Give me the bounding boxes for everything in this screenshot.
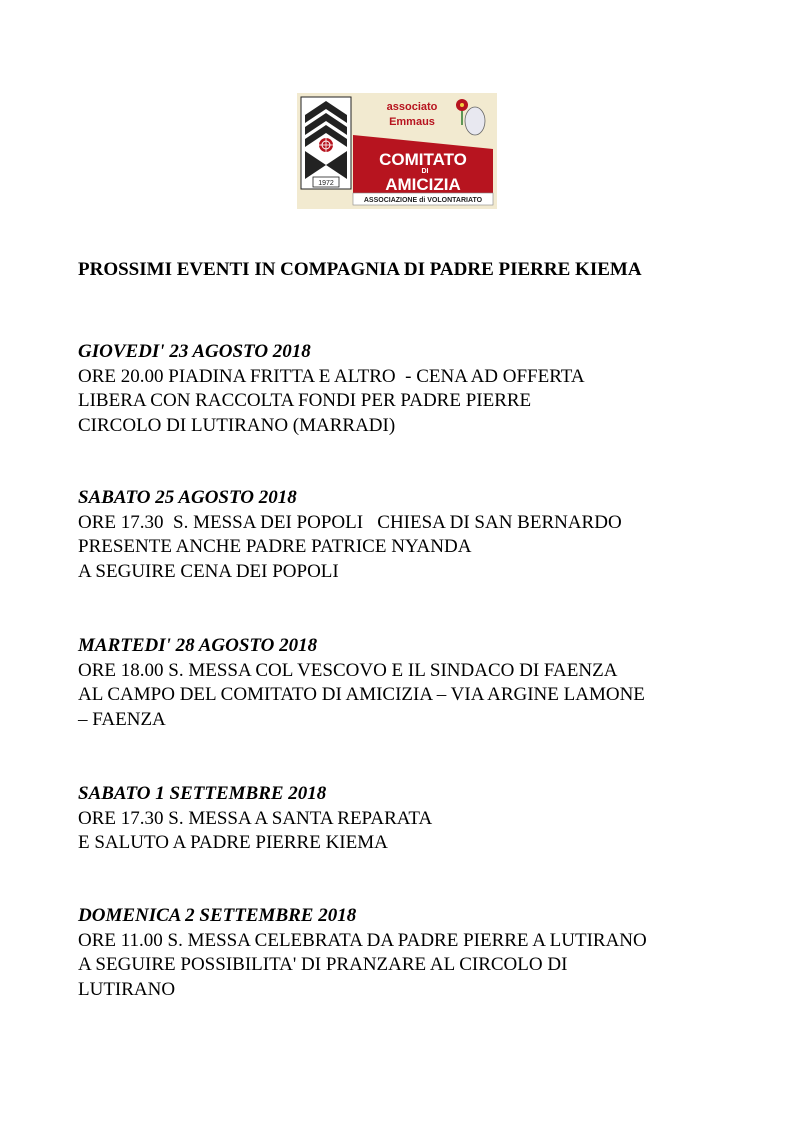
event-date: GIOVEDI' 23 AGOSTO 2018 — [78, 341, 311, 362]
event-line: AL CAMPO DEL COMITATO DI AMICIZIA – VIA ARGINE LAMONE — [78, 684, 645, 705]
event-line: E SALUTO A PADRE PIERRE KIEMA — [78, 832, 388, 853]
event-line: A SEGUIRE CENA DEI POPOLI — [78, 560, 339, 582]
event-line: CIRCOLO DI LUTIRANO (MARRADI) — [78, 414, 396, 436]
event-line: ORE 17.30 S. MESSA A SANTA REPARATA — [78, 807, 433, 829]
event-line: A SEGUIRE POSSIBILITA' DI PRANZARE AL CIRCOLO DI — [78, 954, 568, 975]
logo-subtitle: ASSOCIAZIONE di VOLONTARIATO — [363, 197, 483, 204]
event-block — [78, 904, 758, 1002]
logo-name-line1: COMITATO — [379, 150, 467, 169]
event-block — [78, 486, 758, 584]
event-line: ORE 11.00 S. MESSA CELEBRATA DA PADRE PIERRE A LUTIRANO — [78, 929, 647, 951]
logo-associato: associato — [386, 101, 438, 113]
event-line: – FAENZA — [78, 708, 166, 730]
event-date: MARTEDI' 28 AGOSTO 2018 — [78, 635, 318, 656]
page-title: PROSSIMI EVENTI IN COMPAGNIA DI PADRE PIERRE KIEMA — [78, 259, 642, 280]
comitato-amicizia-logo — [297, 93, 497, 209]
event-date: SABATO 1 SETTEMBRE 2018 — [78, 783, 327, 804]
logo-brand: Emmaus — [389, 116, 435, 128]
logo-name-line2: AMICIZIA — [385, 175, 461, 194]
event-block — [78, 782, 758, 856]
event-line: LIBERA CON RACCOLTA FONDI PER PADRE PIERRE — [78, 390, 532, 411]
event-line: PRESENTE ANCHE PADRE PATRICE NYANDA — [78, 536, 472, 557]
event-line: LUTIRANO — [78, 978, 176, 1000]
event-block — [78, 340, 758, 438]
event-block — [78, 634, 758, 732]
logo-name-di: DI — [421, 168, 429, 175]
event-line: ORE 20.00 PIADINA FRITTA E ALTRO - CENA AD OFFERTA — [78, 365, 585, 387]
event-date: SABATO 25 AGOSTO 2018 — [78, 487, 297, 508]
event-line: ORE 17.30 S. MESSA DEI POPOLI CHIESA DI SAN BERNARDO — [78, 511, 622, 533]
event-line: ORE 18.00 S. MESSA COL VESCOVO E IL SINDACO DI FAENZA — [78, 659, 618, 681]
event-date: DOMENICA 2 SETTEMBRE 2018 — [78, 905, 357, 926]
logo-year: 1972 — [318, 180, 334, 187]
